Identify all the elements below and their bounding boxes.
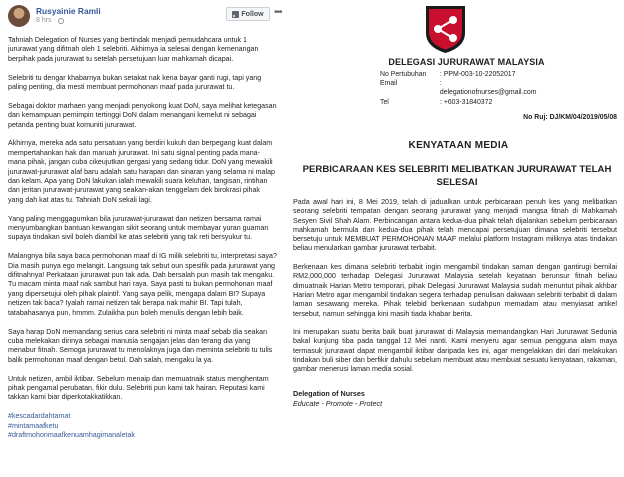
- motto: Educate - Promote - Protect: [293, 398, 383, 408]
- release-paragraph: Pada awal hari ini, 8 Mei 2019, telah di jadualkan untuk perbicaraan penuh kes yang melibatkan seorang selebriti tempatan dengan seorang jururawat yang menjadi mangsa fitnah di Mahkamah Sesyen Sivil Shah Alam. Perbincangan antara kedua-dua pihak telah dijalankan sebelum perbicaraan mahkamah bermula dan kedua-dua pihak telah mencapai persetujuan dimana selebriti tersebut bersetuju untuk MEMBUAT PERMOHONAN MAAF melalui platform Instagram miliknya atas tindakan beliau menularkan gambar jururawat terbabit.: [293, 198, 617, 253]
- signature-block: [293, 389, 617, 409]
- post-paragraph: Tahniah Delegation of Nurses yang bertindak menjadi pemudahcara untuk 1 jururawat yang difitnah oleh 1 selebriti. Akhirnya ia selesai dengan kemenangan berpihak pada jururawat tu setelah persetujuan luar mahkamah dicapai.: [8, 36, 259, 63]
- release-paragraph: Berkenaan kes dimana selebriti terbabit ingin mengambil tindakan saman dengan gantirugi bernilai RM2,000,000 terhadap Delegasi Jururawat Malaysia setelah keyataan berunsur fitnah beliau dimuatnaik Harian Metro temporari, pihak Delegasi Jururawat Malaysia sudah menuntut pihak akhbar Harian Metro agar mengambil tindakan segera terhadap penulisan dakwaan selebriti terbabit di dalam laman sesawang mereka. Pihak telebid berkenaan sudahpun memadam atau menyiasat artikel tersebut, namun sehingga kini masih tiada khabar berita.: [293, 263, 617, 318]
- signature-org: Delegation of Nurses: [293, 388, 365, 398]
- organization-name: DELEGASI JURURAWAT MALAYSIA: [388, 57, 545, 67]
- hashtag-link[interactable]: #draftmohonmaafkenuamhagimanaletak: [8, 430, 135, 439]
- post-header: [8, 4, 282, 28]
- post-paragraph: Saya harap DoN memandang serius cara selebriti ni minta maaf sebab dia seakan cuba melekakan dirinya sebagai manusia sengajan jelas dan terang dia yang menabur fitnah. Semoga jururawat tu menolaknya juga dan meminta selebriti tu tulis balik permohonan maaf dengan betul. Dah salah, mengaku la ya.: [8, 327, 273, 364]
- contact-details: [380, 70, 540, 107]
- hashtag-list: [8, 412, 277, 440]
- social-post: [0, 0, 283, 477]
- author-info: [36, 6, 101, 26]
- follow-button[interactable]: [226, 7, 270, 21]
- post-paragraph: Untuk netizen, ambil iktibar. Sebelum menaip dan memuatnaik status menghentam pihak pengamal perubatan, fikir dulu. Selebriti pun kami tak hairan. Reputasi kami takkan kami biar diperkotakkatikkan.: [8, 374, 269, 402]
- follow-label: Follow: [241, 10, 264, 18]
- hashtag-link[interactable]: #kescadardahtamat: [8, 412, 71, 421]
- post-meta: 8 hrs ·: [36, 16, 101, 26]
- author-avatar[interactable]: [8, 5, 30, 27]
- post-paragraph: Malangnya bila saya baca permohonan maaf di IG milik selebriti tu, interpretasi saya? Dia masih punya ego melangit. Langsung tak sebut oun spesifik pada jururawat yang difitnahnya! Perkataan jururawat pun tak ada. Dah bersalah pun masih tak mengaku. Tu macam minta maaf nak sambut hari raya. Saya pasti tu bukan permohonan maaf yang dipersetujui oleh pihak plaintif. Yang saya pelik, mengapa dalam BI? Supaya netizen tak baca? Iyalah ramai netizen tak berapa nak mahir BI. Tapi tulah, tatabahasanya pun, hmmm. Zulaikha pun boleh menulis dengan lebih baik.: [8, 252, 277, 317]
- press-release-document: [283, 0, 624, 477]
- post-paragraph: Yang paling menggagumkan bila jururawat-jururawat dan netizen bersama ramai menyumbangkan bantuan kewangan sikit seorang untuk membayar yuran guaman supaya tindakan sivil boleh diambil ke atas selebriti yang tak reti bersyukur tu.: [8, 214, 269, 242]
- document-title: KENYATAAN MEDIA: [408, 140, 509, 151]
- post-time[interactable]: 8 hrs: [36, 17, 52, 24]
- organization-logo: [423, 3, 468, 55]
- post-paragraph: Sebagai doktor marhaen yang menjadi penyokong kuat DoN, saya melihat ketegasan dan kemampuan pemimpin tertinggi DoN dalam menangani kemelut ni sebagai petanda penting buat komuniti jururawat.: [8, 101, 277, 129]
- author-name[interactable]: Rusyainie Ramli: [36, 6, 101, 16]
- contact-row: Email : delegationofnurses@gmail.com: [380, 80, 537, 97]
- release-body: [293, 198, 617, 409]
- post-paragraph: Selebriti tu dengar khabarnya bukan setakat nak kena bayar ganti rugi, tapi yang paling penting, dia mesti membuat permohonan maaf pada jururawat tu.: [8, 73, 262, 92]
- post-body: [8, 36, 277, 440]
- hashtag-link[interactable]: #mintamaafketu: [8, 421, 59, 430]
- contact-row: Tel : +603-31840372: [380, 98, 493, 106]
- more-options-icon[interactable]: •••: [274, 7, 282, 18]
- release-paragraph: Ini merupakan suatu berita baik buat jururawat di Malaysia memandangkan Hari Jururawat Sedunia bakal kunjung tiba pada tanggal 12 Mei nanti. Kami menyeru agar semua pengguna alam maya termasuk jururawat dapat mengambil iktibar daripada kes ini, agar mengelakkan diri dari melakukan tindakan buli siber dan berfikir dahulu sebelum membuat atau membuat sesuatu kenyataan, rakaman, gambar menerusi laman media sosial.: [293, 328, 617, 374]
- globe-icon: [58, 18, 64, 24]
- post-paragraph: Akhirnya, mereka ada satu persatuan yang berdiri kukuh dan berpegang kuat dalam mempertahankan hak dan maruah jururawat. Ini satu signal penting pada mana-mana pihak, jangan cuba cikeujutkan gergasi yang sedang tidur. DoN yang mewakili jururawat-jururawat alaf baru adalah satu harapan dan sinaran yang selama ni malap dan kelam. Apa yang DoN lakukan ialah mewakili suara keluhan, tangisan, rintihan dan jeritan jururawat-jururawat yang seakan-akan tenggelam dek birokrasi pihak yang dah kat atas tu. Tahniah DoN sekali lagi.: [8, 139, 275, 204]
- contact-row: No Pertubuhan : PPM-003-10-22052017: [380, 71, 516, 78]
- rss-icon: [232, 11, 239, 18]
- release-headline: PERBICARAAN KES SELEBRITI MELIBATKAN JURURAWAT TELAH SELESAI: [302, 164, 612, 188]
- reference-number: No Ruj: DJ/KM/04/2019/05/08: [523, 114, 617, 121]
